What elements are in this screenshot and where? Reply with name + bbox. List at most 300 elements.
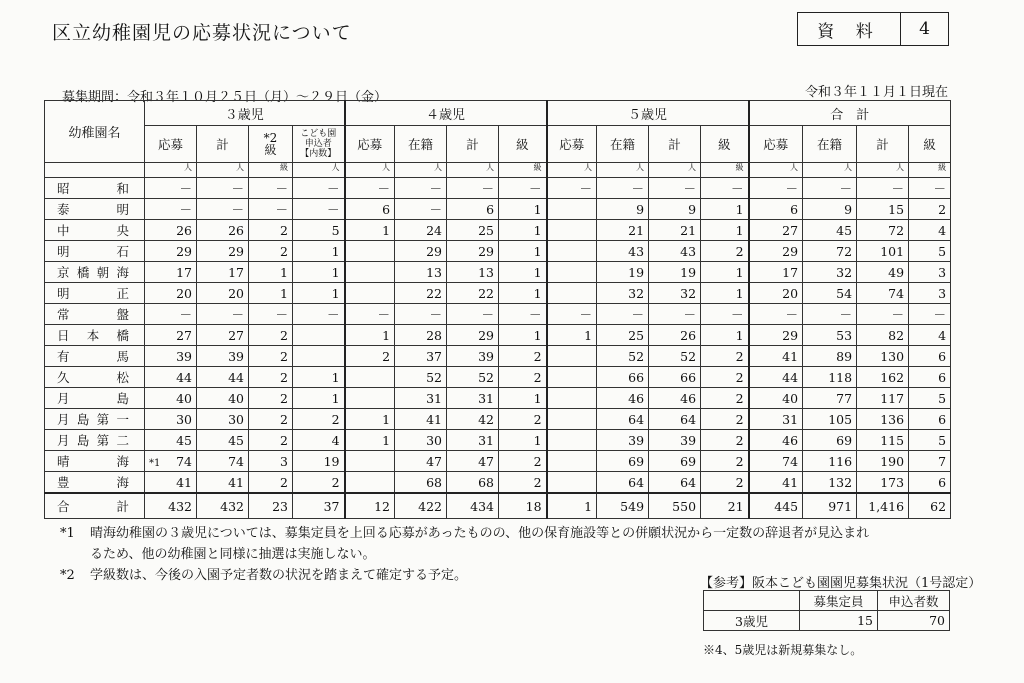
header-age3-total: 計 — [197, 126, 249, 163]
reference-capacity-header: 募集定員 — [800, 591, 878, 611]
cell-value: 7 — [909, 451, 951, 472]
total-value: 434 — [447, 493, 499, 519]
cell-value: 9 — [649, 199, 701, 220]
header-sum-enrolled: 在籍 — [803, 126, 857, 163]
cell-value: 105 — [803, 409, 857, 430]
cell-value — [345, 283, 395, 304]
cell-value: 2 — [249, 409, 293, 430]
total-value: 1,416 — [857, 493, 909, 519]
cell-value: 1 — [345, 220, 395, 241]
cell-value: 20 — [197, 283, 249, 304]
cell-value: 1 — [499, 220, 547, 241]
table-row — [45, 367, 951, 388]
cell-value: 3 — [909, 262, 951, 283]
application-status-table — [44, 100, 951, 519]
cell-value: 22 — [447, 283, 499, 304]
header-sum-apply: 応募 — [749, 126, 803, 163]
cell-value: 31 — [395, 388, 447, 409]
cell-value: 5 — [909, 388, 951, 409]
cell-value: 19 — [293, 451, 345, 472]
kindergarten-name: 月島第一 — [45, 409, 145, 430]
total-label: 合 計 — [45, 493, 145, 519]
cell-value: 1 — [499, 199, 547, 220]
cell-value: － — [395, 304, 447, 325]
cell-value: 5 — [909, 241, 951, 262]
cell-value: 26 — [197, 220, 249, 241]
kindergarten-name: 常盤 — [45, 304, 145, 325]
total-row — [45, 493, 951, 519]
cell-value: 41 — [749, 472, 803, 494]
cell-value: 45 — [145, 430, 197, 451]
cell-value: 68 — [395, 472, 447, 494]
kindergarten-name: 日本橋 — [45, 325, 145, 346]
cell-value: 19 — [649, 262, 701, 283]
reference-capacity: 15 — [800, 611, 878, 631]
cell-value: 24 — [395, 220, 447, 241]
cell-value: 2 — [499, 451, 547, 472]
cell-value: 29 — [749, 241, 803, 262]
kindergarten-name: 晴海 — [45, 451, 145, 472]
cell-value: 45 — [197, 430, 249, 451]
cell-value: － — [395, 199, 447, 220]
table-row — [45, 325, 951, 346]
header-age4-total: 計 — [447, 126, 499, 163]
cell-value: 1 — [249, 283, 293, 304]
cell-value: 1 — [499, 430, 547, 451]
header-age4-apply: 応募 — [345, 126, 395, 163]
cell-value: － — [249, 304, 293, 325]
cell-value: － — [547, 178, 597, 199]
header-kindergarten-name: 幼稚園名 — [45, 101, 145, 163]
cell-value: 2 — [909, 199, 951, 220]
cell-value: 41 — [145, 472, 197, 494]
footnote-2: *2 学級数は、今後の入園予定者数の状況を踏まえて確定する予定。 — [60, 568, 468, 583]
cell-value: － — [857, 304, 909, 325]
cell-value: 43 — [597, 241, 649, 262]
kindergarten-name: 昭和 — [45, 178, 145, 199]
cell-value: 6 — [909, 472, 951, 494]
reference-note: ※4、5歳児は新規募集なし。 — [703, 643, 863, 657]
kindergarten-name: 久松 — [45, 367, 145, 388]
cell-value: 21 — [597, 220, 649, 241]
cell-value: 9 — [597, 199, 649, 220]
cell-value: － — [145, 178, 197, 199]
cell-value: 1 — [293, 241, 345, 262]
cell-value: 68 — [447, 472, 499, 494]
total-value: 62 — [909, 493, 951, 519]
cell-value: 29 — [447, 241, 499, 262]
cell-value: 32 — [649, 283, 701, 304]
cell-value: 1 — [499, 241, 547, 262]
cell-value: 40 — [749, 388, 803, 409]
cell-value: 39 — [145, 346, 197, 367]
table-row — [45, 388, 951, 409]
header-age4-class: 級 — [499, 126, 547, 163]
cell-value: 2 — [701, 367, 749, 388]
cell-value: 26 — [145, 220, 197, 241]
recruitment-period: 募集期間：令和３年１０月２５日（月）～２９日（金） — [62, 90, 388, 105]
cell-value: 9 — [803, 199, 857, 220]
header-sum-class: 級 — [909, 126, 951, 163]
cell-value: 2 — [701, 409, 749, 430]
cell-value: 32 — [803, 262, 857, 283]
total-value: 432 — [145, 493, 197, 519]
cell-value: 15 — [857, 199, 909, 220]
cell-value: 5 — [293, 220, 345, 241]
header-age5-total: 計 — [649, 126, 701, 163]
cell-value: 25 — [447, 220, 499, 241]
footnote-1: *1 晴海幼稚園の３歳児については、募集定員を上回る応募があったものの、他の保育施設等との併願状況から一定数の辞退者が見込まれ — [60, 526, 870, 541]
cell-value: － — [197, 199, 249, 220]
cell-value: 115 — [857, 430, 909, 451]
cell-value: 25 — [597, 325, 649, 346]
cell-value: 2 — [293, 472, 345, 494]
cell-value: 30 — [197, 409, 249, 430]
cell-value: 77 — [803, 388, 857, 409]
document-title: 区立幼稚園児の応募状況について — [52, 22, 352, 44]
cell-value: 2 — [701, 430, 749, 451]
cell-value: 1 — [293, 388, 345, 409]
cell-value — [547, 409, 597, 430]
cell-value: 27 — [145, 325, 197, 346]
cell-value: 6 — [909, 409, 951, 430]
cell-value: 47 — [395, 451, 447, 472]
cell-value: 64 — [649, 472, 701, 494]
cell-value: 72 — [857, 220, 909, 241]
kindergarten-name: 明石 — [45, 241, 145, 262]
cell-value: 2 — [249, 241, 293, 262]
cell-value — [547, 346, 597, 367]
cell-value: 2 — [701, 451, 749, 472]
cell-value: － — [499, 304, 547, 325]
cell-value: － — [547, 304, 597, 325]
cell-value: 74 — [197, 451, 249, 472]
cell-value: 6 — [749, 199, 803, 220]
cell-value: 2 — [701, 388, 749, 409]
cell-value: 29 — [447, 325, 499, 346]
cell-value: － — [909, 178, 951, 199]
cell-value: － — [197, 178, 249, 199]
units-row: 人 人 級 人 人 人 人 級 人 人 人 級 人 人 人 級 — [45, 163, 951, 178]
cell-value: 2 — [345, 346, 395, 367]
cell-value: 2 — [499, 346, 547, 367]
cell-value: 41 — [395, 409, 447, 430]
material-label: 資 料 — [798, 13, 901, 45]
material-number-box — [797, 12, 949, 46]
cell-value: － — [447, 178, 499, 199]
cell-value: 5 — [909, 430, 951, 451]
cell-value: 26 — [649, 325, 701, 346]
cell-value: 2 — [499, 472, 547, 494]
cell-value: 39 — [649, 430, 701, 451]
cell-value: 136 — [857, 409, 909, 430]
kindergarten-name: 明正 — [45, 283, 145, 304]
table-body — [45, 178, 951, 494]
cell-value — [345, 262, 395, 283]
cell-value: 1 — [293, 367, 345, 388]
total-value: 1 — [547, 493, 597, 519]
cell-value: 6 — [909, 367, 951, 388]
cell-value: 20 — [749, 283, 803, 304]
cell-value: 31 — [749, 409, 803, 430]
cell-value: 52 — [447, 367, 499, 388]
cell-value: 1 — [345, 430, 395, 451]
cell-value: － — [803, 178, 857, 199]
cell-value: 52 — [597, 346, 649, 367]
header-age5-apply: 応募 — [547, 126, 597, 163]
cell-value: 44 — [197, 367, 249, 388]
reference-applicants: 70 — [878, 611, 950, 631]
cell-value: － — [447, 304, 499, 325]
cell-value: 46 — [597, 388, 649, 409]
cell-value: 2 — [249, 367, 293, 388]
reference-caption: 【参考】阪本こども園園児募集状況（1号認定） — [700, 576, 982, 591]
cell-value: － — [649, 304, 701, 325]
cell-value: － — [649, 178, 701, 199]
cell-value: 41 — [749, 346, 803, 367]
cell-value — [547, 430, 597, 451]
cell-value: 37 — [395, 346, 447, 367]
cell-value: 31 — [447, 388, 499, 409]
cell-value: 1 — [293, 283, 345, 304]
cell-value: 2 — [701, 472, 749, 494]
total-value: 21 — [701, 493, 749, 519]
cell-value — [547, 262, 597, 283]
table-row — [45, 472, 951, 494]
cell-value: － — [197, 304, 249, 325]
cell-value: － — [345, 178, 395, 199]
cell-value: 30 — [395, 430, 447, 451]
cell-value: 21 — [649, 220, 701, 241]
cell-value: 1 — [345, 409, 395, 430]
table-row — [45, 262, 951, 283]
header-total: 合 計 — [749, 101, 951, 126]
cell-value: 89 — [803, 346, 857, 367]
cell-value — [345, 388, 395, 409]
header-age4: ４歳児 — [345, 101, 547, 126]
total-value: 18 — [499, 493, 547, 519]
cell-value: 29 — [749, 325, 803, 346]
cell-value: － — [701, 304, 749, 325]
cell-value: 44 — [749, 367, 803, 388]
cell-value: 2 — [249, 430, 293, 451]
kindergarten-name: 月島第二 — [45, 430, 145, 451]
kindergarten-name: 有馬 — [45, 346, 145, 367]
cell-value: － — [345, 304, 395, 325]
cell-value: 66 — [597, 367, 649, 388]
table-row — [45, 304, 951, 325]
cell-value: 49 — [857, 262, 909, 283]
cell-value: 29 — [395, 241, 447, 262]
cell-value: 1 — [547, 325, 597, 346]
cell-value: 117 — [857, 388, 909, 409]
cell-value: － — [395, 178, 447, 199]
cell-value: 43 — [649, 241, 701, 262]
cell-value — [293, 346, 345, 367]
kindergarten-name: 豊海 — [45, 472, 145, 494]
cell-value: 118 — [803, 367, 857, 388]
cell-value: 47 — [447, 451, 499, 472]
cell-value: 41 — [197, 472, 249, 494]
reference-header-row — [704, 591, 950, 611]
table-row — [45, 220, 951, 241]
cell-value: 190 — [857, 451, 909, 472]
cell-value: 162 — [857, 367, 909, 388]
table-row — [45, 199, 951, 220]
total-value: 12 — [345, 493, 395, 519]
header-age5: ５歳児 — [547, 101, 749, 126]
cell-value: 69 — [649, 451, 701, 472]
total-value: 422 — [395, 493, 447, 519]
header-sum-total: 計 — [857, 126, 909, 163]
header-age3-apply: 応募 — [145, 126, 197, 163]
cell-value: 64 — [597, 472, 649, 494]
table-row — [45, 346, 951, 367]
cell-value: 69 — [803, 430, 857, 451]
cell-value: 1 — [293, 262, 345, 283]
cell-value — [547, 451, 597, 472]
footnote-1-continued: るため、他の幼稚園と同様に抽選は実施しない。 — [90, 547, 376, 562]
cell-value — [345, 367, 395, 388]
cell-value: 64 — [649, 409, 701, 430]
cell-value: 31 — [447, 430, 499, 451]
cell-value: － — [249, 178, 293, 199]
cell-value: － — [749, 304, 803, 325]
reference-data-row — [704, 611, 950, 631]
table-row — [45, 430, 951, 451]
cell-value: 3 — [909, 283, 951, 304]
header-age3: ３歳児 — [145, 101, 345, 126]
total-value: 432 — [197, 493, 249, 519]
cell-value — [345, 241, 395, 262]
cell-value: 54 — [803, 283, 857, 304]
cell-value: 17 — [197, 262, 249, 283]
cell-value: 2 — [499, 367, 547, 388]
table-row — [45, 178, 951, 199]
cell-value: 3 — [249, 451, 293, 472]
cell-value — [345, 451, 395, 472]
cell-value: 52 — [395, 367, 447, 388]
header-age5-class: 級 — [701, 126, 749, 163]
kindergarten-name: 月島 — [45, 388, 145, 409]
cell-value: 17 — [145, 262, 197, 283]
cell-value — [293, 325, 345, 346]
cell-value: 1 — [345, 325, 395, 346]
cell-value: 53 — [803, 325, 857, 346]
cell-value: 101 — [857, 241, 909, 262]
cell-value: 6 — [447, 199, 499, 220]
cell-value — [547, 199, 597, 220]
total-value: 23 — [249, 493, 293, 519]
cell-value: 29 — [145, 241, 197, 262]
cell-value: 72 — [803, 241, 857, 262]
cell-value: 1 — [499, 262, 547, 283]
reference-table — [703, 590, 950, 631]
cell-value: 13 — [395, 262, 447, 283]
cell-value: 1 — [701, 325, 749, 346]
cell-value: 66 — [649, 367, 701, 388]
cell-value: － — [597, 304, 649, 325]
cell-value: 2 — [249, 388, 293, 409]
cell-value: 2 — [249, 346, 293, 367]
total-value: 37 — [293, 493, 345, 519]
cell-value: 1 — [701, 283, 749, 304]
table-row — [45, 409, 951, 430]
cell-value — [547, 283, 597, 304]
cell-value: － — [293, 178, 345, 199]
cell-value: 1 — [701, 220, 749, 241]
cell-value: 28 — [395, 325, 447, 346]
total-value: 445 — [749, 493, 803, 519]
cell-value: 1 — [499, 388, 547, 409]
cell-value: 1 — [249, 262, 293, 283]
cell-value: *1 74 — [145, 451, 197, 472]
reference-row-label: 3歳児 — [704, 611, 800, 631]
cell-value: 19 — [597, 262, 649, 283]
cell-value — [547, 367, 597, 388]
cell-value: － — [145, 304, 197, 325]
cell-value: 20 — [145, 283, 197, 304]
cell-value: － — [803, 304, 857, 325]
table-row — [45, 241, 951, 262]
kindergarten-name: 中央 — [45, 220, 145, 241]
table-row — [45, 451, 951, 472]
total-value: 971 — [803, 493, 857, 519]
cell-value: 52 — [649, 346, 701, 367]
cell-value: － — [293, 304, 345, 325]
total-value: 550 — [649, 493, 701, 519]
cell-value: 4 — [909, 325, 951, 346]
material-number: 4 — [919, 19, 930, 39]
cell-value: 4 — [293, 430, 345, 451]
footnote-mark-1: *1 — [149, 457, 161, 469]
header-age5-enrolled: 在籍 — [597, 126, 649, 163]
cell-value: － — [909, 304, 951, 325]
cell-value: 32 — [597, 283, 649, 304]
cell-value: － — [597, 178, 649, 199]
as-of-date: 令和３年１１月１日現在 — [804, 85, 948, 100]
cell-value: 46 — [649, 388, 701, 409]
cell-value: 30 — [145, 409, 197, 430]
cell-value: 29 — [197, 241, 249, 262]
header-age3-kodomo: こども園 申込者 【内数】 — [293, 126, 345, 163]
cell-value: 46 — [749, 430, 803, 451]
header-age3-class: *2 級 — [249, 126, 293, 163]
cell-value: 1 — [499, 283, 547, 304]
cell-value: － — [249, 199, 293, 220]
kindergarten-name: 京橋朝海 — [45, 262, 145, 283]
header-age4-enrolled: 在籍 — [395, 126, 447, 163]
cell-value: 130 — [857, 346, 909, 367]
total-value: 549 — [597, 493, 649, 519]
cell-value — [547, 472, 597, 494]
cell-value: 27 — [749, 220, 803, 241]
cell-value: 1 — [499, 325, 547, 346]
cell-value: 2 — [701, 346, 749, 367]
cell-value: － — [499, 178, 547, 199]
cell-value: 74 — [857, 283, 909, 304]
cell-value: 40 — [197, 388, 249, 409]
cell-value: 2 — [249, 472, 293, 494]
cell-value — [547, 220, 597, 241]
cell-value: 64 — [597, 409, 649, 430]
cell-value: 42 — [447, 409, 499, 430]
cell-value: 39 — [597, 430, 649, 451]
cell-value: 82 — [857, 325, 909, 346]
kindergarten-name: 泰明 — [45, 199, 145, 220]
cell-value: 2 — [701, 241, 749, 262]
cell-value: 39 — [447, 346, 499, 367]
